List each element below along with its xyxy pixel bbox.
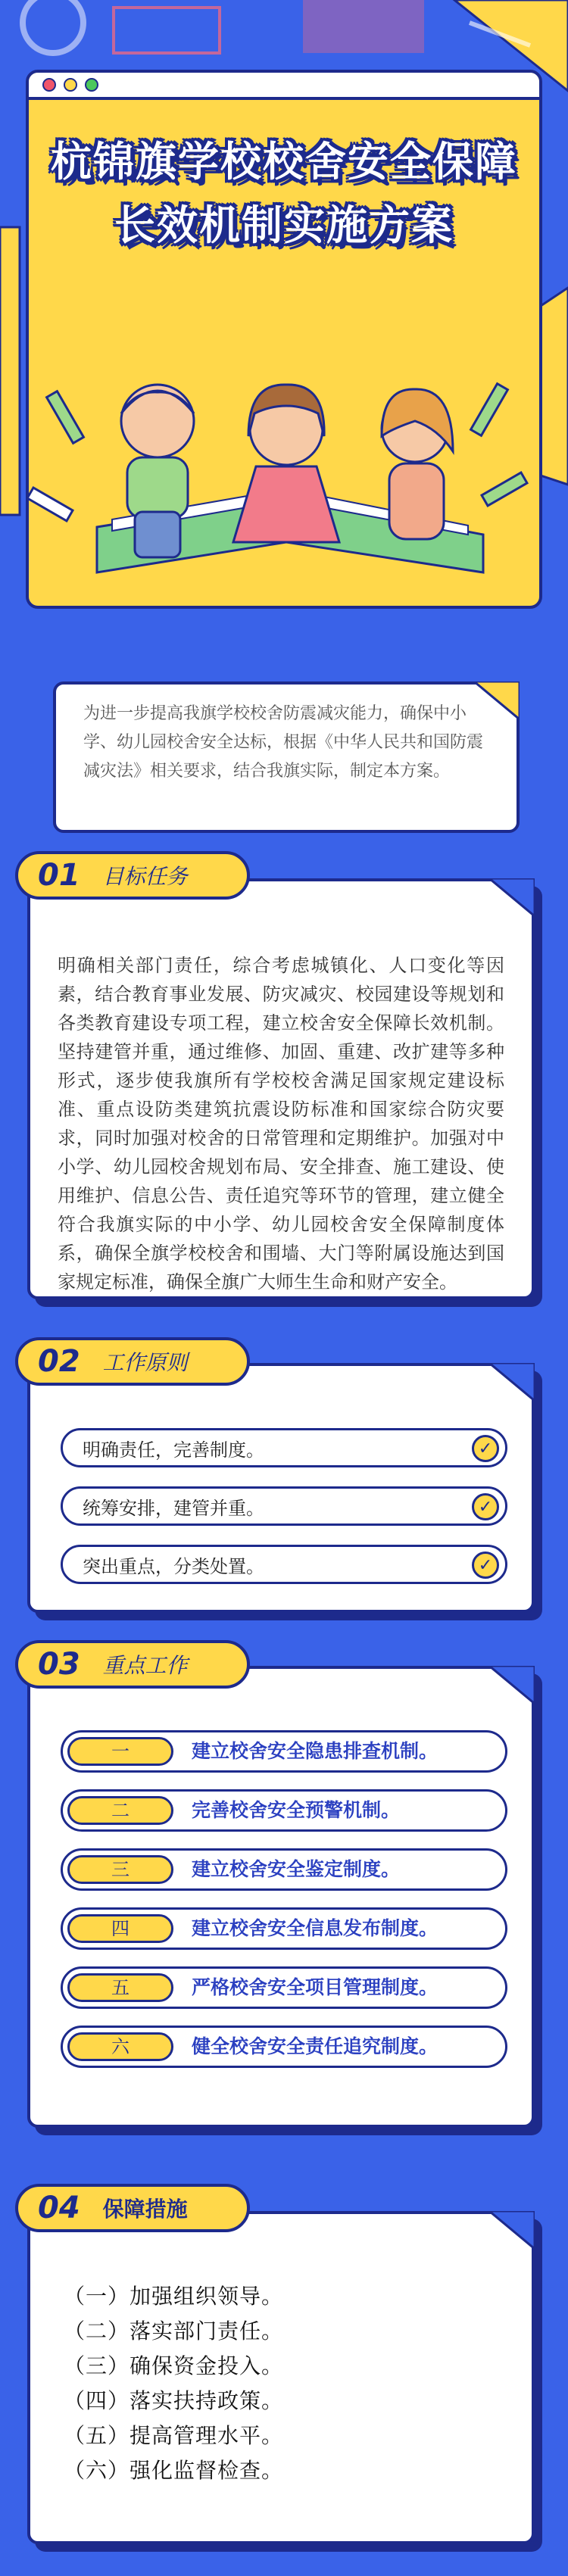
section-title: 目标任务	[102, 864, 188, 889]
section-title: 重点工作	[102, 1653, 188, 1678]
key-work-text: 完善校舍安全预警机制。	[192, 1799, 401, 1821]
section-safeguards-card	[27, 2211, 535, 2544]
folded-corner-icon	[489, 2211, 535, 2249]
hero-title-line2: 长效机制实施方案	[114, 201, 454, 249]
key-work-item	[61, 1966, 507, 2009]
section-title: 工作原则	[102, 1350, 188, 1375]
key-work-number: 四	[67, 1914, 173, 1943]
folded-corner-icon	[489, 878, 535, 916]
section-goal-card	[27, 878, 535, 1299]
safeguard-item: （六）强化监督检查。	[64, 2458, 284, 2483]
safeguard-item: （二）落实部门责任。	[64, 2319, 284, 2344]
children-reading-illustration	[29, 345, 542, 609]
safeguard-item: （四）落实扶持政策。	[64, 2388, 284, 2413]
key-work-number: 三	[67, 1855, 173, 1884]
key-work-number: 五	[67, 1973, 173, 2002]
key-work-text: 建立校舍安全鉴定制度。	[192, 1858, 401, 1880]
check-icon: ✓	[472, 1493, 499, 1520]
intro-card	[53, 681, 520, 833]
principle-text: 统筹安排，建管并重。	[83, 1497, 264, 1519]
folded-corner-icon	[474, 681, 520, 719]
safeguard-item: （一）加强组织领导。	[64, 2284, 284, 2309]
check-icon: ✓	[472, 1435, 499, 1462]
key-work-number: 二	[67, 1796, 173, 1825]
intro-text: 为进一步提高我旗学校校舍防震减灾能力，确保中小学、幼儿园校舍安全达标，根据《中华人民共和国防震减灾法》相关要求，结合我旗实际，制定本方案。	[83, 704, 484, 781]
principle-text: 明确责任，完善制度。	[83, 1439, 264, 1461]
principle-item	[61, 1545, 507, 1584]
safeguard-item: （三）确保资金投入。	[64, 2353, 284, 2378]
key-work-number: 一	[67, 1737, 173, 1766]
section-number: 03	[38, 1647, 80, 1682]
hero-window	[26, 70, 542, 609]
minimize-dot-icon	[64, 78, 77, 92]
section-goal-badge	[15, 851, 250, 900]
section-key-work-badge	[15, 1640, 250, 1689]
principle-item	[61, 1486, 507, 1526]
key-work-item	[61, 1730, 507, 1773]
folded-corner-icon	[489, 1666, 535, 1704]
section-title: 保障措施	[102, 2197, 188, 2222]
maximize-dot-icon	[85, 78, 98, 92]
section-safeguards-badge	[15, 2184, 250, 2232]
key-work-item	[61, 1907, 507, 1950]
safeguard-item: （五）提高管理水平。	[64, 2423, 284, 2448]
principle-text: 突出重点，分类处置。	[83, 1555, 264, 1577]
principle-item	[61, 1428, 507, 1467]
window-titlebar	[29, 73, 539, 100]
goal-body-text: 明确相关部门责任，综合考虑城镇化、人口变化等因素，结合教育事业发展、防灾减灾、校园建设等规划和各类教育建设专项工程，建立校舍安全保障长效机制。坚持建管并重，通过维修、加固、重建、改扩建等多种形式，逐步使我旗所有学校校舍满足国家规定建设标准、重点设防类建筑抗震设防标准和国家综合防灾要求，同时加强对校舍的日常管理和定期维护。加强对中小学、幼儿园校舍规划布局、安全排查、施工建设、使用维护、信息公告、责任追究等环节的管理，建立健全符合我旗实际的中小学、幼儿园校舍安全保障制度体系，确保全旗学校校舍和围墙、大门等附属设施达到国家规定标准，确保全旗广大师生生命和财产安全。	[58, 955, 504, 1293]
section-number: 04	[38, 2191, 80, 2225]
key-work-text: 严格校舍安全项目管理制度。	[192, 1976, 438, 1998]
key-work-item	[61, 2026, 507, 2068]
key-work-text: 建立校舍安全隐患排查机制。	[192, 1740, 438, 1762]
hero-title-line1: 杭锦旗学校校舍安全保障	[51, 138, 517, 186]
key-work-item	[61, 1848, 507, 1891]
key-work-number: 六	[67, 2032, 173, 2061]
key-work-text: 健全校舍安全责任追究制度。	[192, 2035, 438, 2057]
key-work-text: 建立校舍安全信息发布制度。	[192, 1917, 438, 1939]
check-icon: ✓	[472, 1552, 499, 1579]
section-number: 02	[38, 1344, 80, 1379]
section-number: 01	[38, 858, 80, 893]
close-dot-icon	[42, 78, 56, 92]
folded-corner-icon	[489, 1363, 535, 1401]
key-work-item	[61, 1789, 507, 1832]
section-principles-badge	[15, 1337, 250, 1386]
hero-title	[29, 130, 539, 257]
